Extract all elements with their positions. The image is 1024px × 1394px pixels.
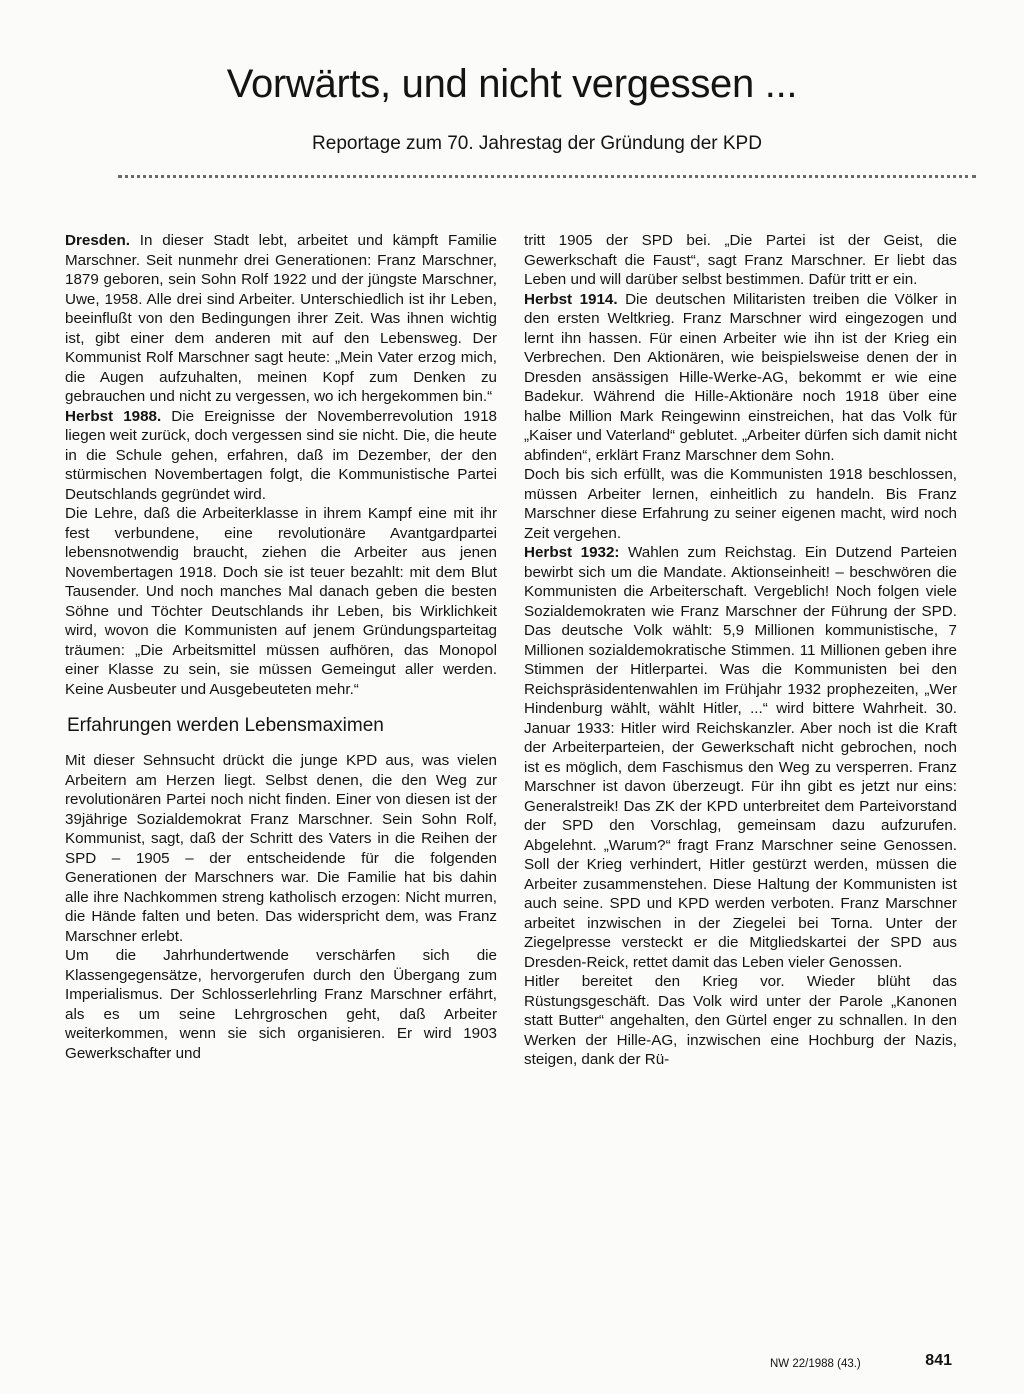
paragraph-text: In dieser Stadt lebt, arbeitet und kämpft Familie Marschner. Seit nunmehr drei Generationen: Franz Marschner, 1879 geboren, sein Sohn Rolf 1922 und der jüngste Marschner, Uwe, 1958. Alle drei sind Arbeiter. Unterschiedlich ist ihr Leben, beeinflußt von den Bedingungen ihrer Zeit. Was ihnen wichtig ist, gibt einer dem anderen mit auf den Lebensweg. Der Kommunist Rolf Marschner sagt heute: „Mein Vater erzog mich, die Augen aufzuhalten, meinen Kopf zum Denken zu gebrauchen und nicht zu vergessen, wo ich hergekommen bin.“ bbox=[65, 232, 497, 405]
paragraph-jahrhundertwende: Um die Jahrhundertwende verschärfen sich die Klassengegensätze, hervorgerufen durch den Übergang zum Imperialismus. Der Schlosserlehrling Franz Marschner erfährt, als es um seine Lehrgroschen geht, daß Arbeiter weiterkommen, wenn sie sich organisieren. Er wird 1903 Gewerkschafter und bbox=[65, 947, 497, 1062]
paragraph-spd-1905: tritt 1905 der SPD bei. „Die Partei ist der Geist, die Gewerkschaft die Faust“, sagt Franz Marschner. Er liebt das Leben und will darüber selbst bestimmen. Dafür tritt er ein. bbox=[524, 232, 957, 288]
lead-in-herbst-1932: Herbst 1932: bbox=[524, 544, 620, 561]
paragraph-sehnsucht: Mit dieser Sehnsucht drückt die junge KPD aus, was vielen Arbeitern am Herzen liegt. Selbst denen, die den Weg zur revolutionären Partei noch nicht finden. Einer von diesen ist der 39jährige Sozialdemokrat Franz Marschner. Sein Sohn Rolf, Kommunist, sagt, daß der Schritt des Vaters in die Reihen der SPD – 1905 – der entscheidende für die folgenden Generationen der Marschners war. Die Familie hat bis dahin alle ihre Nachkommen streng katholisch erzogen: Nicht murren, die Hände falten und beten. Das widerspricht dem, was Franz Marschner erlebt. bbox=[65, 752, 497, 945]
paragraph-kommunisten-1918: Doch bis sich erfüllt, was die Kommunisten 1918 beschlossen, müssen Arbeiter lernen, einheitlich zu handeln. Bis Franz Marschner diese Erfahrung zu seiner eigenen macht, wird noch Zeit vergehen. bbox=[524, 466, 957, 542]
paragraph-text: Die deutschen Militaristen treiben die Völker in den ersten Weltkrieg. Franz Marschner wird eingezogen und lernt ihn hassen. Für einen Arbeiter wie ihn ist der Krieg ein Verbrechen. Den Aktionären, wie beispielsweise denen der in Dresden ansässigen Hille-Werke-AG, bekommt er wie eine Badekur. Während die Hille-Aktionäre noch 1918 über eine halbe Million Mark Reingewinn einstreichen, hat das Volk für „Kaiser und Vaterland“ geblutet. „Arbeiter dürfen sich damit nicht abfinden“, erklärt Franz Marschner dem Sohn. bbox=[524, 290, 957, 464]
title-divider bbox=[118, 175, 976, 178]
lead-in-herbst-1988: Herbst 1988. bbox=[65, 407, 162, 425]
paragraph-lehre: Die Lehre, daß die Arbeiterklasse in ihrem Kampf eine mit ihr fest verbundene, eine revolutionäre Avantgardpartei lebensnotwendig braucht, ziehen die Arbeiter aus jenen Novembertagen 1918. Doch sie ist teuer bezahlt: mit dem Blut Tausender. Und noch manches Mal danach geben die besten Söhne und Töchter Deutschlands ihr Leben, bis Wirklichkeit wird, wovon die Kommunisten auf jenem Gründungsparteitag träumen: „Die Arbeitsmittel müssen aufhören, das Monopol einer Klasse zu sein, sie müssen Gemeingut aller werden. Keine Ausbeuter und Ausgebeuteten mehr.“ bbox=[65, 505, 497, 698]
lead-in-herbst-1914: Herbst 1914. bbox=[524, 290, 618, 308]
left-column bbox=[65, 231, 497, 1063]
page-number: 841 bbox=[925, 1352, 952, 1369]
lead-in-dresden: Dresden. bbox=[65, 232, 130, 249]
paragraph-krieg: Hitler bereitet den Krieg vor. Wieder blüht das Rüstungsgeschäft. Das Volk wird unter der Parole „Kanonen statt Butter“ angehalten, den Gürtel enger zu schnallen. In den Werken der Hille-AG, inzwischen eine Hochburg der Nazis, steigen, dank der Rü- bbox=[524, 973, 957, 1068]
article-subtitle: Reportage zum 70. Jahrestag der Gründung der KPD bbox=[312, 133, 762, 154]
paragraph-herbst-1914 bbox=[524, 290, 957, 466]
section-heading: Erfahrungen werden Lebensmaximen bbox=[67, 715, 384, 736]
paragraph-dresden bbox=[65, 231, 497, 407]
article-title: Vorwärts, und nicht vergessen ... bbox=[226, 62, 798, 106]
right-column bbox=[524, 231, 957, 1070]
paragraph-text: Die Ereignisse der Novemberrevolution 1918 liegen weit zurück, doch vergessen sind sie nicht. Die, die heute in die Schule gehen, erfahren, daß im Dezember, der den stürmischen Novembertagen folgt, die Kommunistische Partei Deutschlands gegründet wird. bbox=[65, 407, 497, 503]
page-footer bbox=[770, 1352, 960, 1376]
paragraph-herbst-1988 bbox=[65, 407, 497, 505]
paragraph-text: Wahlen zum Reichstag. Ein Dutzend Parteien bewirbt sich um die Mandate. Aktionseinheit! – beschwören die Kommunisten die Arbeiterschaft. Vergeblich! Noch folgen viele Sozialdemokraten wie Franz Marschner der Führung der SPD. Das deutsche Volk wählt: 5,9 Millionen kommunistische, 7 Millionen sozialdemokratische Stimmen. 11 Millionen geben ihre Stimmen der Hitlerpartei. Was die Kommunisten bei den Reichspräsidentenwahlen im Frühjahr 1932 prophezeiten, „Wer Hindenburg wählt, wählt Hitler, ...“ wird bittere Wahrheit. 30. Januar 1933: Hitler wird Reichskanzler. Aber noch ist die Kraft der Arbeiterparteien, der Gewerkschaft nicht gebrochen, noch ist es möglich, dem Faschismus den Weg zu versperren. Franz Marschner ist davon überzeugt. Für ihn gibt es jetzt nur eins: Generalstreik! Das ZK der KPD unterbreitet dem Parteivorstand der SPD den Vorschlag, gemeinsam dazu aufzurufen. Abgelehnt. „Warum?“ fragt Franz Marschner seine Genossen. Soll der Krieg verhindert, Hitler gestürzt werden, müssen die Arbeiter zusammenstehen. Diese Haltung der Kommunisten ist auch seine. SPD und KPD werden verboten. Franz Marschner arbeitet inzwischen in der Ziegelei bei Torna. Unter der Ziegelpresse versteckt er die Mitgliedskartei der SPD aus Dresden-Reick, rettet damit das Leben vieler Genossen. bbox=[524, 544, 958, 971]
issue-label: NW 22/1988 (43.) bbox=[770, 1358, 861, 1370]
paragraph-herbst-1932 bbox=[524, 543, 957, 972]
